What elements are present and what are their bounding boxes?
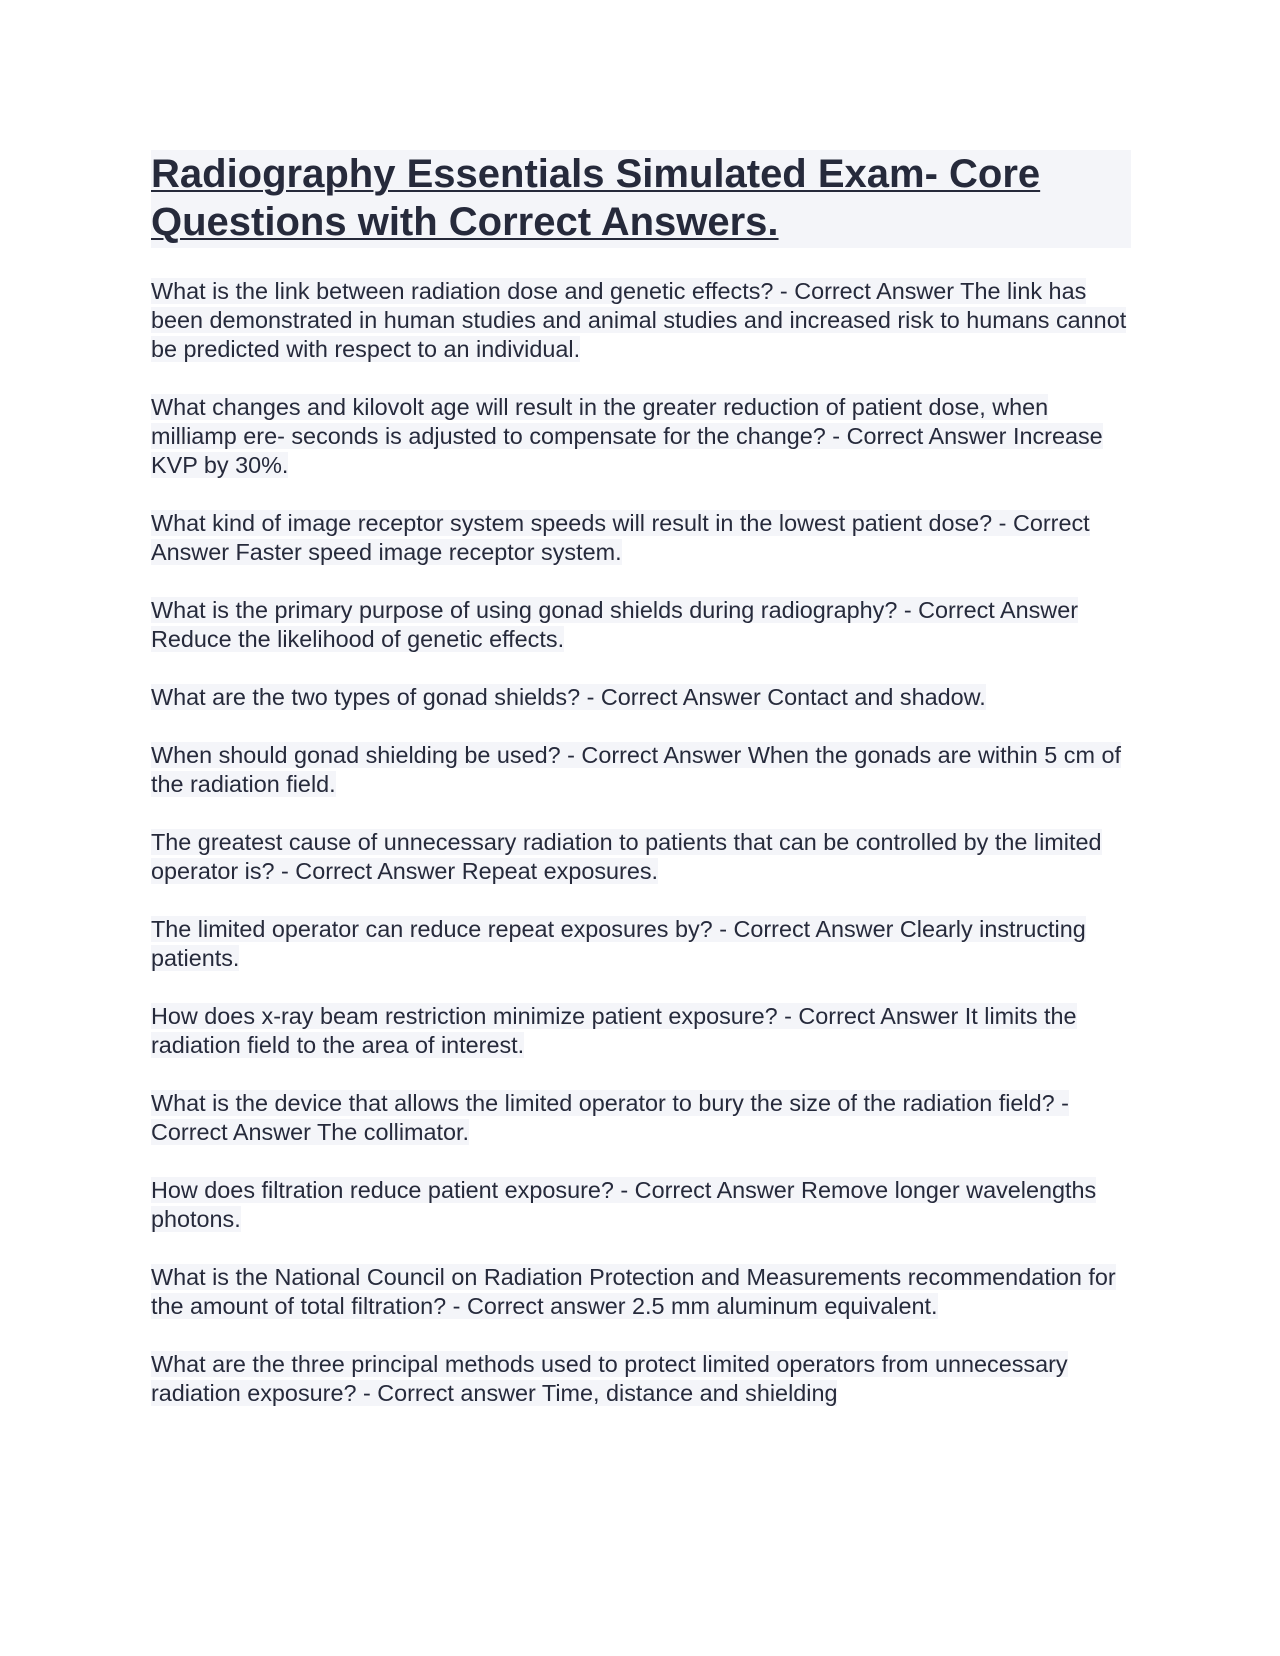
qa-item-text: What is the link between radiation dose and genetic effects? - Correct Answer The link has been demonstrated in human studies and animal studies and increased risk to humans cannot be predicted with respect to an individual. (151, 278, 1127, 362)
qa-item (151, 1002, 1131, 1060)
document-title (151, 150, 1131, 246)
qa-item-text: What is the device that allows the limited operator to bury the size of the radiation field? - Correct Answer The collimator. (151, 1090, 1069, 1145)
qa-item (151, 393, 1131, 480)
qa-item (151, 915, 1131, 973)
qa-item-text: When should gonad shielding be used? - Correct Answer When the gonads are within 5 cm of the radiation field. (151, 742, 1121, 797)
qa-item-text: What are the two types of gonad shields? - Correct Answer Contact and shadow. (151, 684, 986, 710)
qa-item (151, 1176, 1131, 1234)
qa-item (151, 828, 1131, 886)
qa-item (151, 1089, 1131, 1147)
qa-item-text: The greatest cause of unnecessary radiation to patients that can be controlled by the limited operator is? - Correct Answer Repeat exposures. (151, 829, 1102, 884)
qa-item-text: How does x-ray beam restriction minimize patient exposure? - Correct Answer It limits the radiation field to the area of interest. (151, 1003, 1077, 1058)
qa-item-text: How does filtration reduce patient exposure? - Correct Answer Remove longer wavelengths photons. (151, 1177, 1097, 1232)
qa-item (151, 509, 1131, 567)
qa-item (151, 1350, 1131, 1408)
qa-item (151, 683, 1131, 712)
qa-item (151, 741, 1131, 799)
qa-item (151, 596, 1131, 654)
qa-item (151, 277, 1131, 364)
qa-item-text: What changes and kilovolt age will result in the greater reduction of patient dose, when milliamp ere- seconds is adjusted to compensate for the change? - Correct Answer Increase KVP by 30%. (151, 394, 1103, 478)
qa-list (151, 277, 1131, 1408)
qa-item-text: The limited operator can reduce repeat exposures by? - Correct Answer Clearly instructing patients. (151, 916, 1086, 971)
qa-item-text: What are the three principal methods used to protect limited operators from unnecessary radiation exposure? - Correct answer Time, distance and shielding (151, 1351, 1068, 1406)
qa-item-text: What is the National Council on Radiation Protection and Measurements recommendation for the amount of total filtration? - Correct answer 2.5 mm aluminum equivalent. (151, 1264, 1116, 1319)
qa-item (151, 1263, 1131, 1321)
title-block (151, 150, 1131, 248)
document-title-text: Radiography Essentials Simulated Exam- Core Questions with Correct Answers. (151, 152, 1041, 244)
qa-item-text: What is the primary purpose of using gonad shields during radiography? - Correct Answer Reduce the likelihood of genetic effects. (151, 597, 1079, 652)
qa-item-text: What kind of image receptor system speeds will result in the lowest patient dose? - Correct Answer Faster speed image receptor system. (151, 510, 1090, 565)
document-page (151, 150, 1131, 1437)
